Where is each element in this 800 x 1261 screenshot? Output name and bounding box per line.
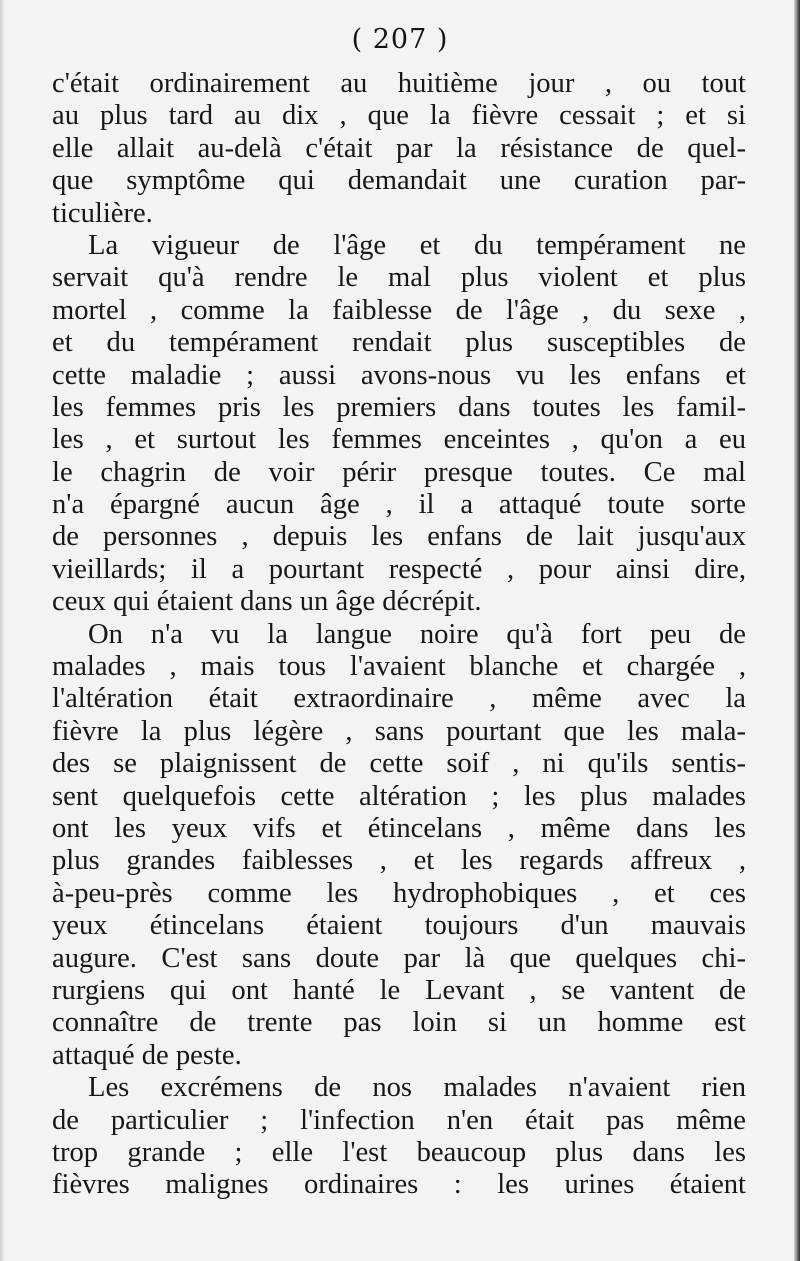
text-line: de particulier ; l'infection n'en était pas même (52, 1104, 746, 1136)
text-line: et du tempérament rendait plus susceptibles de (52, 327, 746, 359)
text-line: fièvre la plus légère , sans pourtant que les mala- (52, 715, 746, 747)
text-line: n'a épargné aucun âge , il a attaqué toute sorte (52, 489, 746, 521)
text-line: les , et surtout les femmes enceintes , qu'on a eu (52, 424, 746, 456)
text-line: c'était ordinairement au huitième jour , ou tout (52, 68, 746, 99)
text-line: des se plaignissent de cette soif , ni qu'ils sentis- (52, 748, 746, 780)
text-line: On n'a vu la langue noire qu'à fort peu de (88, 618, 746, 650)
text-line: servait qu'à rendre le mal plus violent et plus (52, 262, 746, 294)
text-line: malades , mais tous l'avaient blanche et chargée , (52, 651, 746, 683)
text-line: que symptôme qui demandait une curation par- (52, 165, 746, 197)
text-line: plus grandes faiblesses , et les regards affreux , (52, 845, 746, 877)
text-line: mortel , comme la faiblesse de l'âge , du sexe , (52, 294, 746, 326)
text-line: rurgiens qui ont hanté le Levant , se vantent de (52, 974, 746, 1006)
text-line: connaître de trente pas loin si un homme est (52, 1007, 746, 1039)
text-line: cette maladie ; aussi avons-nous vu les enfans et (52, 359, 746, 391)
page-right-edge (794, 0, 800, 1261)
text-line: attaqué de peste. (52, 1039, 242, 1071)
text-line: les femmes pris les premiers dans toutes les famil- (52, 391, 746, 423)
text-line: yeux étincelans étaient toujours d'un mauvais (52, 910, 746, 942)
text-line: augure. C'est sans doute par là que quelques chi- (52, 942, 746, 974)
text-line: Les excrémens de nos malades n'avaient rien (88, 1072, 746, 1104)
text-line: à-peu-près comme les hydrophobiques , et ces (52, 877, 746, 909)
text-line: ceux qui étaient dans un âge décrépit. (52, 586, 482, 618)
text-line: ont les yeux vifs et étincelans , même dans les (52, 812, 746, 844)
text-line: La vigueur de l'âge et du tempérament ne (88, 229, 746, 261)
page-left-edge (0, 0, 4, 1261)
page-number: ( 207 ) (351, 24, 449, 55)
text-line: le chagrin de voir périr presque toutes. Ce mal (52, 456, 746, 488)
text-line: vieillards; il a pourtant respecté , pour ainsi dire, (52, 553, 746, 585)
text-line: de personnes , depuis les enfans de lait jusqu'aux (52, 521, 746, 553)
text-line: au plus tard au dix , que la fièvre cessait ; et si (52, 100, 746, 132)
text-line: fièvres malignes ordinaires : les urines étaient (52, 1169, 746, 1201)
text-line: trop grande ; elle l'est beaucoup plus dans les (52, 1136, 746, 1168)
text-line: ticulière. (52, 197, 153, 229)
text-line: sent quelquefois cette altération ; les plus malades (52, 780, 746, 812)
text-line: l'altération était extraordinaire , même avec la (52, 683, 746, 715)
body-text (52, 68, 746, 1202)
text-line: elle allait au-delà c'était par la résistance de quel- (52, 132, 746, 164)
